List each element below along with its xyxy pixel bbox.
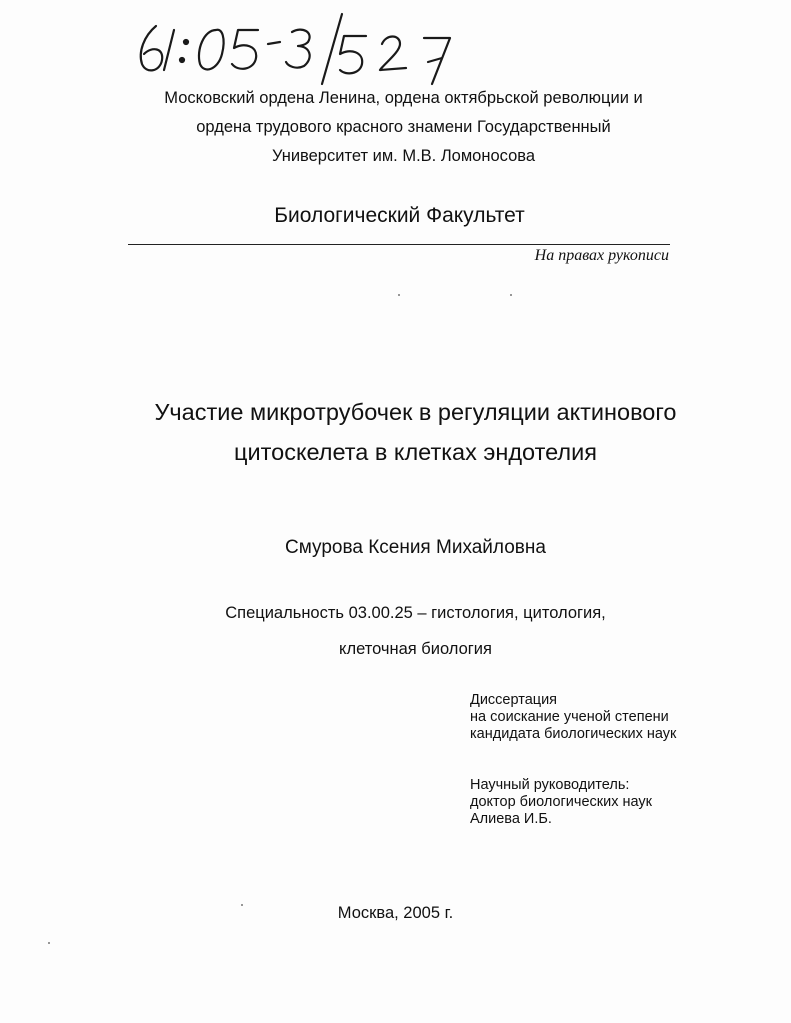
scan-speck: [241, 904, 243, 906]
dissertation-line-1: Диссертация: [470, 692, 558, 708]
scan-speck: [510, 294, 512, 296]
institution-line-2: ордена трудового красного знамени Государственный: [196, 118, 611, 136]
handwritten-archive-number: [134, 8, 464, 88]
dissertation-line-2: на соискание ученой степени: [470, 709, 669, 725]
supervisor-line-3: Алиева И.Б.: [470, 811, 552, 827]
specialty-line-2: клеточная биология: [339, 640, 492, 658]
dissertation-line-3: кандидата биологических наук: [470, 726, 677, 742]
scan-speck: [48, 942, 50, 944]
institution-line-1: Московский ордена Ленина, ордена октябрьской революции и: [164, 89, 643, 107]
specialty-block: [20, 595, 791, 667]
title-line-2: цитоскелета в клетках эндотелия: [234, 439, 597, 465]
city-year: Москва, 2005 г.: [337, 904, 454, 922]
horizontal-divider: [128, 244, 670, 245]
rights-note: На правах рукописи: [534, 247, 669, 264]
faculty-name: Биологический Факультет: [274, 204, 525, 227]
institution-block: [8, 84, 791, 171]
supervisor-block: [470, 777, 652, 828]
dissertation-title: [20, 392, 791, 472]
author-name: Смурова Ксения Михайловна: [285, 537, 546, 558]
title-line-1: Участие микротрубочек в регуляции актинового: [154, 399, 677, 425]
supervisor-line-2: доктор биологических наук: [470, 794, 652, 810]
supervisor-line-1: Научный руководитель:: [470, 777, 630, 793]
specialty-line-1: Специальность 03.00.25 – гистология, цитология,: [225, 604, 606, 622]
dissertation-block: [470, 692, 676, 743]
scan-speck: [398, 294, 400, 296]
institution-line-3: Университет им. М.В. Ломоносова: [271, 147, 536, 165]
